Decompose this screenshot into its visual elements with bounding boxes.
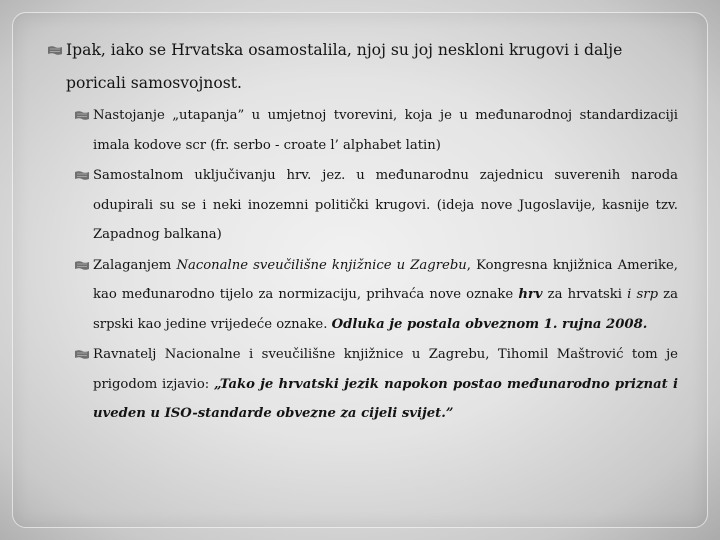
bullet-item-level2 xyxy=(75,251,678,340)
decision-date-emphasis: Odluka je postala obveznom 1. rujna 2008. xyxy=(331,316,648,332)
bullet-text-segment: Ravnatelj Nacionalne i sveučilišne knjižnice u Zagrebu, Tihomil Maštrović tom je prigodom izjavio: xyxy=(93,347,678,392)
bullet-marker-icon xyxy=(75,261,89,271)
bullet-item-level1 xyxy=(48,34,678,100)
code-srp: i srp xyxy=(627,287,659,302)
bullet-text-segment: Zalaganjem xyxy=(93,257,177,273)
bullet-item-level2 xyxy=(75,161,678,250)
bullet-text: Nastojanje „utapanja” u umjetnoj tvorevini, koja je u međunarodnoj standardizaciji imala kodove scr (fr. serbo - croate l’ alphabet latin) xyxy=(93,108,678,153)
bullet-text-segment: za srpski kao jedine vrijedeće oznake. xyxy=(93,287,678,332)
code-hrv: hrv xyxy=(518,287,543,302)
bullet-text: Ipak, iako se Hrvatska osamostalila, njoj su joj neskloni krugovi i dalje poricali samosvojnost. xyxy=(66,41,623,92)
bullet-list xyxy=(48,34,678,429)
quote-emphasis: „Tako je hrvatski jezik napokon postao međunarodno priznat i uveden u ISO-standarde obvezne za cijeli svijet.” xyxy=(93,376,678,421)
bullet-marker-icon xyxy=(75,171,89,181)
bullet-marker-icon xyxy=(75,111,89,121)
bullet-marker-icon xyxy=(75,350,89,360)
bullet-marker-icon xyxy=(48,46,62,56)
bullet-item-level2 xyxy=(75,101,678,160)
bullet-item-level2 xyxy=(75,340,678,429)
bullet-text-segment: za hrvatski xyxy=(542,287,628,302)
bullet-text-segment: , Kongresna knjižnica Amerike, kao međunarodno tijelo za normizaciju, prihvaća nove oznake xyxy=(93,257,678,302)
library-name-italic: Naconalne sveučilišne knjižnice u Zagrebu xyxy=(176,257,467,273)
bullet-text: Samostalnom uključivanju hrv. jez. u međunarodnu zajednicu suverenih naroda odupirali su se i neki inozemni politički krugovi. (ideja nove Jugoslavije, kasnije tzv. Zapadnog balkana) xyxy=(93,168,678,242)
